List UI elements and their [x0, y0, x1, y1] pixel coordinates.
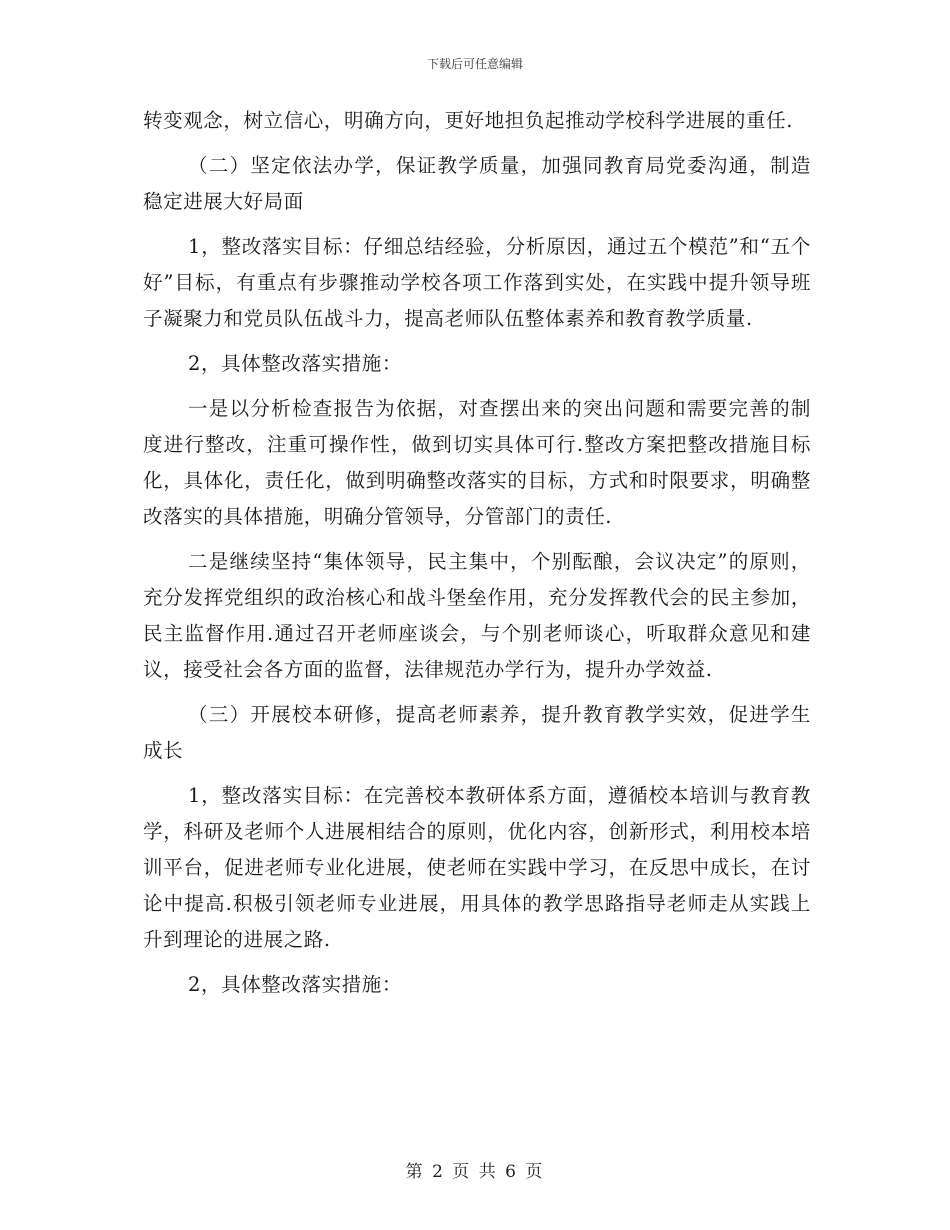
paragraph-9: 2，具体整改落实措施：: [188, 973, 403, 996]
paragraph-1: 转变观念，树立信心，明确方向，更好地担负起推动学校科学进展的重任.: [143, 109, 793, 132]
paragraph-7: （三）开展校本研修，提高老师素养，提升教育教学实效，促进学生成长: [143, 703, 811, 762]
paragraph-4: 2，具体整改落实措施：: [188, 352, 403, 375]
paragraph-3: 1，整改落实目标：仔细总结经验，分析原因，通过五个模范”和“五个好”目标，有重点有步骤推动学校各项工作落到实处，在实践中提升领导班子凝聚力和党员队伍战斗力，提高老师队伍整体素养和教育教学质量.: [143, 235, 811, 330]
paragraph-2: （二）坚定依法办学，保证教学质量，加强同教育局党委沟通，制造稳定进展大好局面: [143, 154, 811, 213]
document-body: [143, 103, 811, 1003]
paragraph-8: 1，整改落实目标：在完善校本教研体系方面，遵循校本培训与教育教学，科研及老师个人进展相结合的原则，优化内容，创新形式，利用校本培训平台，促进老师专业化进展，使老师在实践中学习，在反思中成长，在讨论中提高.积极引领老师专业进展，用具体的教学思路指导老师走从实践上升到理论的进展之路.: [143, 784, 811, 951]
page-header: 下载后可任意编辑: [426, 57, 523, 71]
page-footer: 第 2 页 共 6 页: [405, 1162, 545, 1182]
paragraph-6: 二是继续坚持“集体领导，民主集中，个别酝酿，会议决定”的原则，充分发挥党组织的政治核心和战斗堡垒作用，充分发挥教代会的民主参加，民主监督作用.通过召开老师座谈会，与个别老师谈心，听取群众意见和建议，接受社会各方面的监督，法律规范办学行为，提升办学效益.: [143, 550, 811, 681]
paragraph-5: 一是以分析检查报告为依据，对查摆出来的突出问题和需要完善的制度进行整改，注重可操作性，做到切实具体可行.整改方案把整改措施目标化，具体化，责任化，做到明确整改落实的目标，方式和时限要求，明确整改落实的具体措施，明确分管领导，分管部门的责任.: [143, 397, 811, 528]
